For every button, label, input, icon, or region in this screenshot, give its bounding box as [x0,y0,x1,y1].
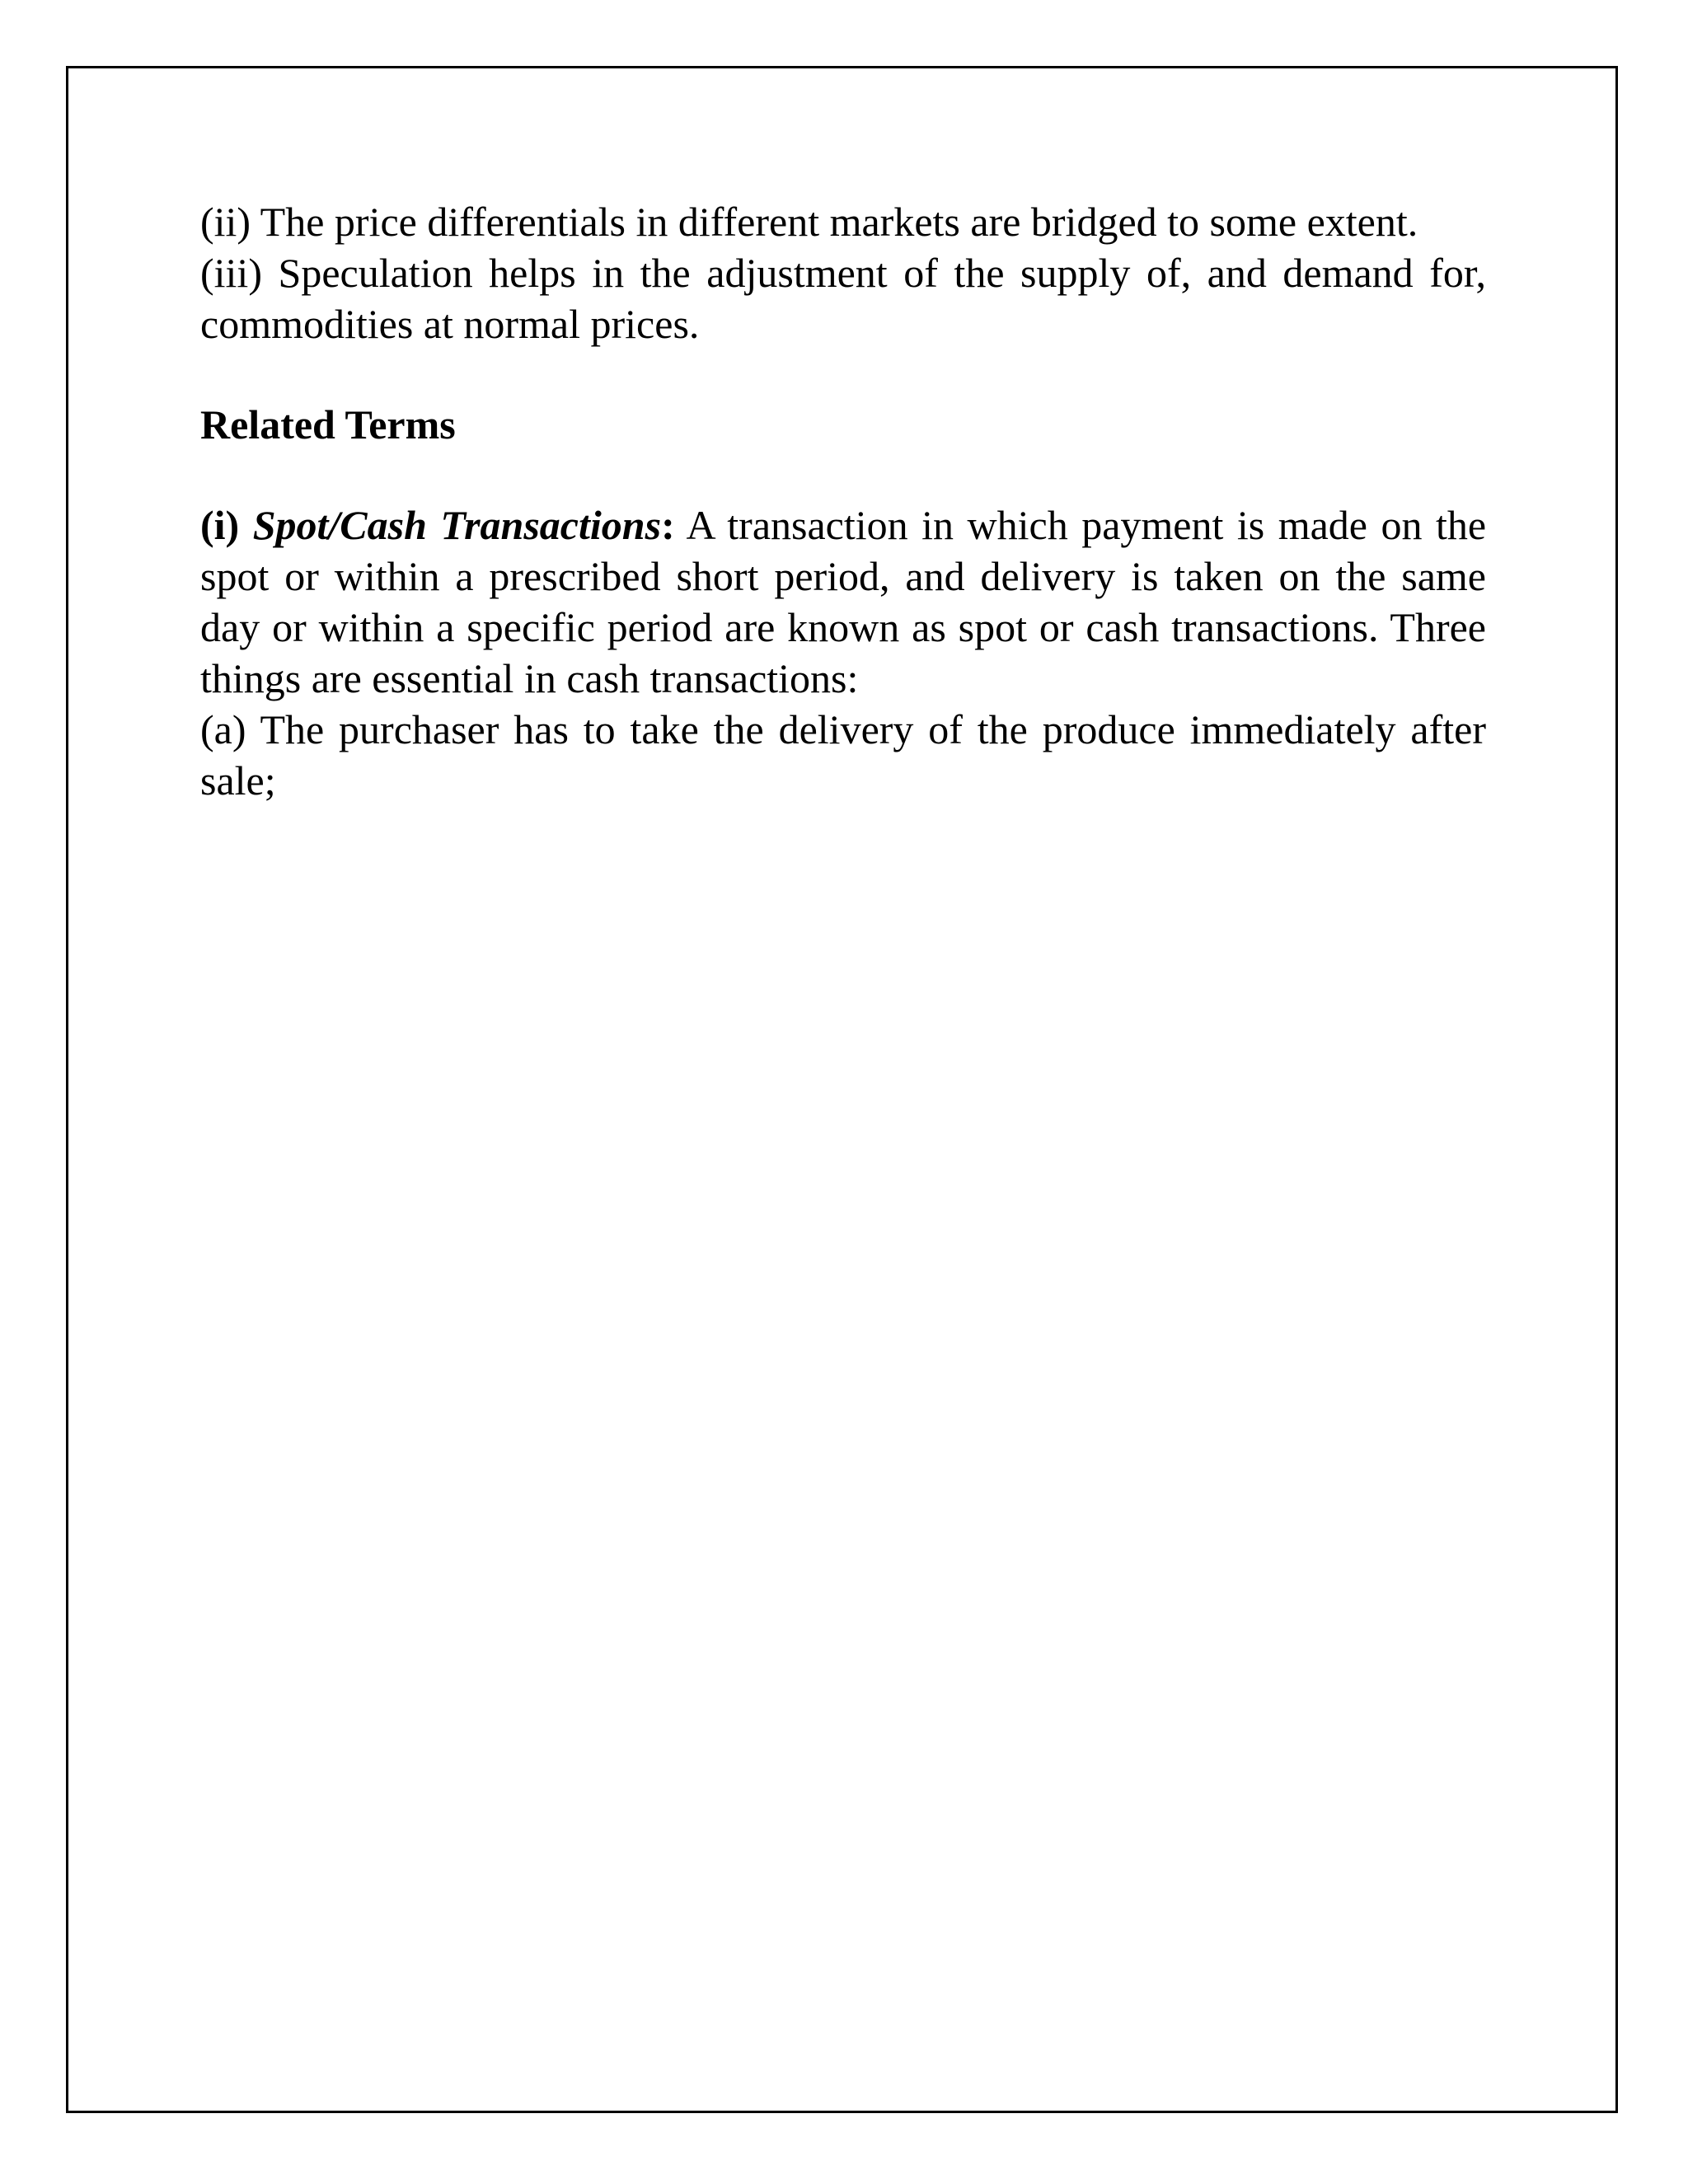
section-heading: Related Terms [200,401,456,448]
point-ii: (ii) The price differentials in different markets are bridged to some extent. [200,199,1418,245]
point-iii: (iii) Speculation helps in the adjustment of the supply of, and demand for, commodities at normal prices. [200,250,1486,347]
definition-label: (i) [200,502,240,548]
definition-text: A transaction in which payment is made on the spot or within a prescribed short period, and delivery is taken on the same day or within a specific period are known as spot or cash transactions. Three things are essential in cash transactions: [200,502,1487,701]
definition-term: Spot/Cash Transactions [252,502,662,548]
definition-colon: : [661,502,675,548]
page-content [200,196,1486,806]
definition-spot-cash [200,499,1486,704]
sub-item-a: (a) The purchaser has to take the delivery of the produce immediately after sale; [200,706,1486,804]
